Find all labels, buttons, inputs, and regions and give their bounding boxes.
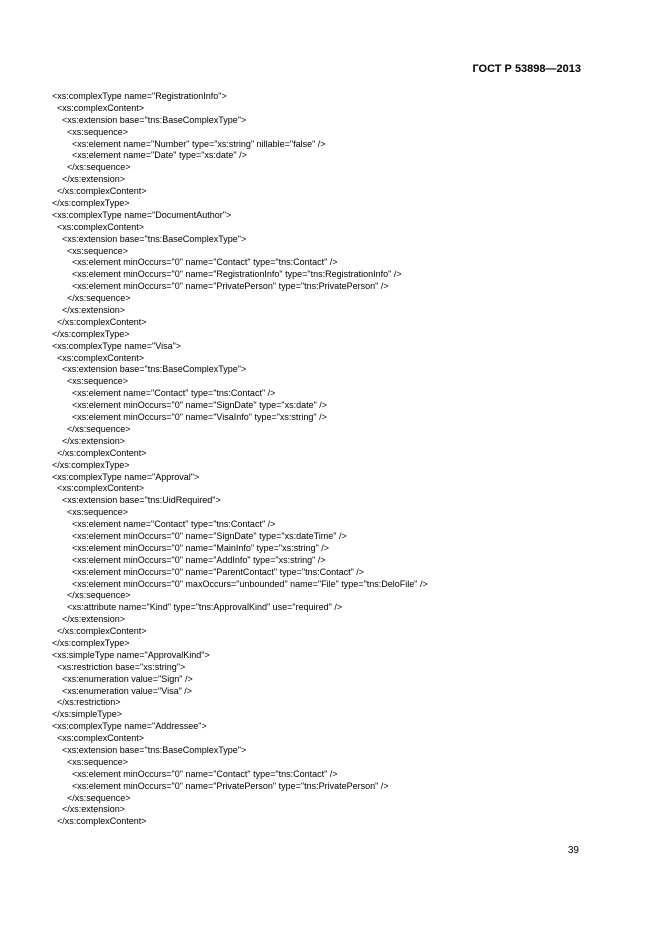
- code-line: </xs:complexContent>: [52, 626, 147, 637]
- code-line: <xs:element minOccurs="0" name="MainInfo" type="xs:string" />: [52, 542, 330, 553]
- code-line: <xs:extension base="tns:BaseComplexType">: [52, 114, 247, 125]
- code-line: <xs:element minOccurs="0" name="AddInfo" type="xs:string" />: [52, 554, 326, 565]
- code-line: <xs:element name="Number" type="xs:string" nillable="false" />: [52, 138, 326, 149]
- code-line: <xs:element minOccurs="0" name="ParentContact" type="tns:Contact" />: [52, 566, 365, 577]
- code-line: </xs:complexType>: [52, 637, 130, 648]
- code-line: <xs:sequence>: [52, 376, 129, 387]
- code-line: </xs:complexContent>: [52, 186, 147, 197]
- code-line: <xs:sequence>: [52, 756, 129, 767]
- code-line: <xs:element minOccurs="0" name="SignDate" type="xs:dateTime" />: [52, 530, 347, 541]
- code-line: <xs:complexType name="Visa">: [52, 340, 182, 351]
- code-line: <xs:enumeration value="Sign" />: [52, 673, 193, 684]
- code-line: <xs:complexType name="DocumentAuthor">: [52, 209, 232, 220]
- code-line: </xs:complexContent>: [52, 447, 147, 458]
- code-line: </xs:restriction>: [52, 697, 121, 708]
- code-line: <xs:element name="Contact" type="tns:Contact" />: [52, 519, 276, 530]
- page-number: 39: [567, 845, 579, 856]
- code-line: <xs:extension base="tns:BaseComplexType">: [52, 233, 247, 244]
- code-line: </xs:complexContent>: [52, 816, 147, 827]
- code-line: </xs:complexType>: [52, 198, 130, 209]
- code-line: <xs:simpleType name="ApprovalKind">: [52, 649, 210, 660]
- code-line: <xs:complexContent>: [52, 483, 145, 494]
- code-line: <xs:extension base="tns:BaseComplexType">: [52, 364, 247, 375]
- code-line: <xs:complexType name="Approval">: [52, 471, 200, 482]
- code-line: <xs:complexContent>: [52, 221, 145, 232]
- code-line: <xs:complexType name="RegistrationInfo">: [52, 91, 227, 101]
- code-line: <xs:element minOccurs="0" name="PrivatePerson" type="tns:PrivatePerson" />: [52, 281, 389, 292]
- code-line: </xs:sequence>: [52, 792, 131, 803]
- code-line: </xs:sequence>: [52, 162, 131, 173]
- code-line: <xs:extension base="tns:UidRequired">: [52, 495, 221, 506]
- code-line: <xs:element name="Contact" type="tns:Contact" />: [52, 388, 276, 399]
- code-line: <xs:complexContent>: [52, 352, 145, 363]
- code-line: <xs:complexContent>: [52, 733, 145, 744]
- code-line: <xs:sequence>: [52, 507, 129, 518]
- code-line: </xs:extension>: [52, 174, 126, 185]
- code-line: <xs:complexType name="Addressee">: [52, 721, 207, 732]
- code-line: <xs:sequence>: [52, 126, 129, 137]
- code-line: </xs:extension>: [52, 614, 126, 625]
- code-line: <xs:element minOccurs="0" name="PrivatePerson" type="tns:PrivatePerson" />: [52, 780, 389, 791]
- code-line: </xs:extension>: [52, 804, 126, 815]
- code-line: </xs:sequence>: [52, 423, 131, 434]
- code-line: </xs:simpleType>: [52, 709, 123, 720]
- code-line: </xs:complexContent>: [52, 316, 147, 327]
- code-line: <xs:element minOccurs="0" maxOccurs="unbounded" name="File" type="tns:DeloFile" />: [52, 578, 428, 589]
- code-line: </xs:complexType>: [52, 459, 130, 470]
- code-line: <xs:element minOccurs="0" name="RegistrationInfo" type="tns:RegistrationInfo" />: [52, 269, 402, 280]
- code-line: <xs:element minOccurs="0" name="Contact" type="tns:Contact" />: [52, 257, 338, 268]
- code-line: <xs:element name="Date" type="xs:date" />: [52, 150, 247, 161]
- code-line: </xs:sequence>: [52, 590, 131, 601]
- code-line: <xs:enumeration value="Visa" />: [52, 685, 193, 696]
- code-line: <xs:restriction base="xs:string">: [52, 661, 186, 672]
- code-line: <xs:element minOccurs="0" name="VisaInfo" type="xs:string" />: [52, 412, 327, 423]
- code-line: </xs:complexType>: [52, 328, 130, 339]
- code-line: <xs:element minOccurs="0" name="SignDate" type="xs:date" />: [52, 400, 328, 411]
- code-line: <xs:extension base="tns:BaseComplexType">: [52, 744, 247, 755]
- code-line: <xs:complexContent>: [52, 102, 145, 113]
- code-line: <xs:attribute name="Kind" type="tns:ApprovalKind" use="required" />: [52, 602, 343, 613]
- xsd-code-block: [52, 91, 601, 828]
- code-line: </xs:extension>: [52, 435, 126, 446]
- code-line: <xs:sequence>: [52, 245, 129, 256]
- code-line: </xs:extension>: [52, 305, 126, 316]
- code-line: <xs:element minOccurs="0" name="Contact" type="tns:Contact" />: [52, 768, 338, 779]
- document-header: ГОСТ Р 53898—2013: [472, 63, 581, 75]
- code-line: </xs:sequence>: [52, 293, 131, 304]
